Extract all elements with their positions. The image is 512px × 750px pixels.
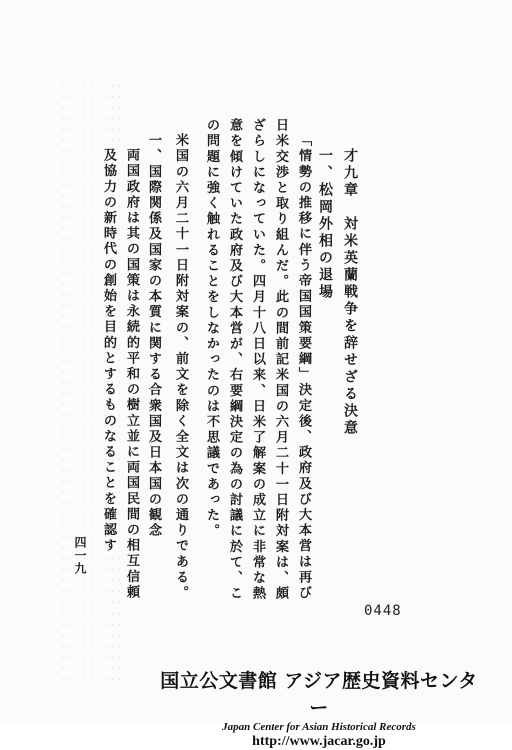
page-number: 四一九 [73, 536, 87, 575]
text-column: 一、国際関係及国家の本質に関する合衆国及日本国の観念 [146, 133, 161, 539]
archive-url: http://www.jacar.go.jp [252, 734, 386, 749]
text-column: 及協力の新時代の創始を目的とするものなることを確認す [101, 148, 116, 554]
text-column: 両国政府は其の国策は永続的平和の樹立並に両国民間の相互信頼 [124, 148, 139, 601]
text-column: ざらしになっていた。四月十八日以来、日米了解案の成立に非常な熱 [250, 118, 265, 602]
chapter-title: 才九章 対米英蘭戦争を辞せざる決意 [342, 148, 358, 437]
text-column: 「情勢の推移に伴う帝国国策要綱」決定後、政府及び大本営は再び [296, 133, 311, 601]
organization-name-en: Japan Center for Asian Historical Records [222, 721, 416, 733]
organization-name-jp: 国立公文書館 アジア歴史資料センター [160, 670, 478, 719]
text-column: 意を傾けていた政府及び大本営が、右要綱決定の為の討議に於て、こ [227, 118, 242, 602]
archive-number: 0448 [364, 603, 402, 619]
text-column: の問題に強く触れることをしなかったのは不思議であった。 [204, 118, 219, 540]
archive-footer [154, 666, 484, 750]
section-heading: 一、松岡外相の退場 [317, 148, 333, 301]
text-column: 米国の六月二十一日附対案の、前文を除く全文は次の通りである。 [173, 133, 188, 601]
text-column: 日米交渉と取り組んだ。此の間前記米国の六月二十一日附対案は、頗 [273, 118, 288, 602]
